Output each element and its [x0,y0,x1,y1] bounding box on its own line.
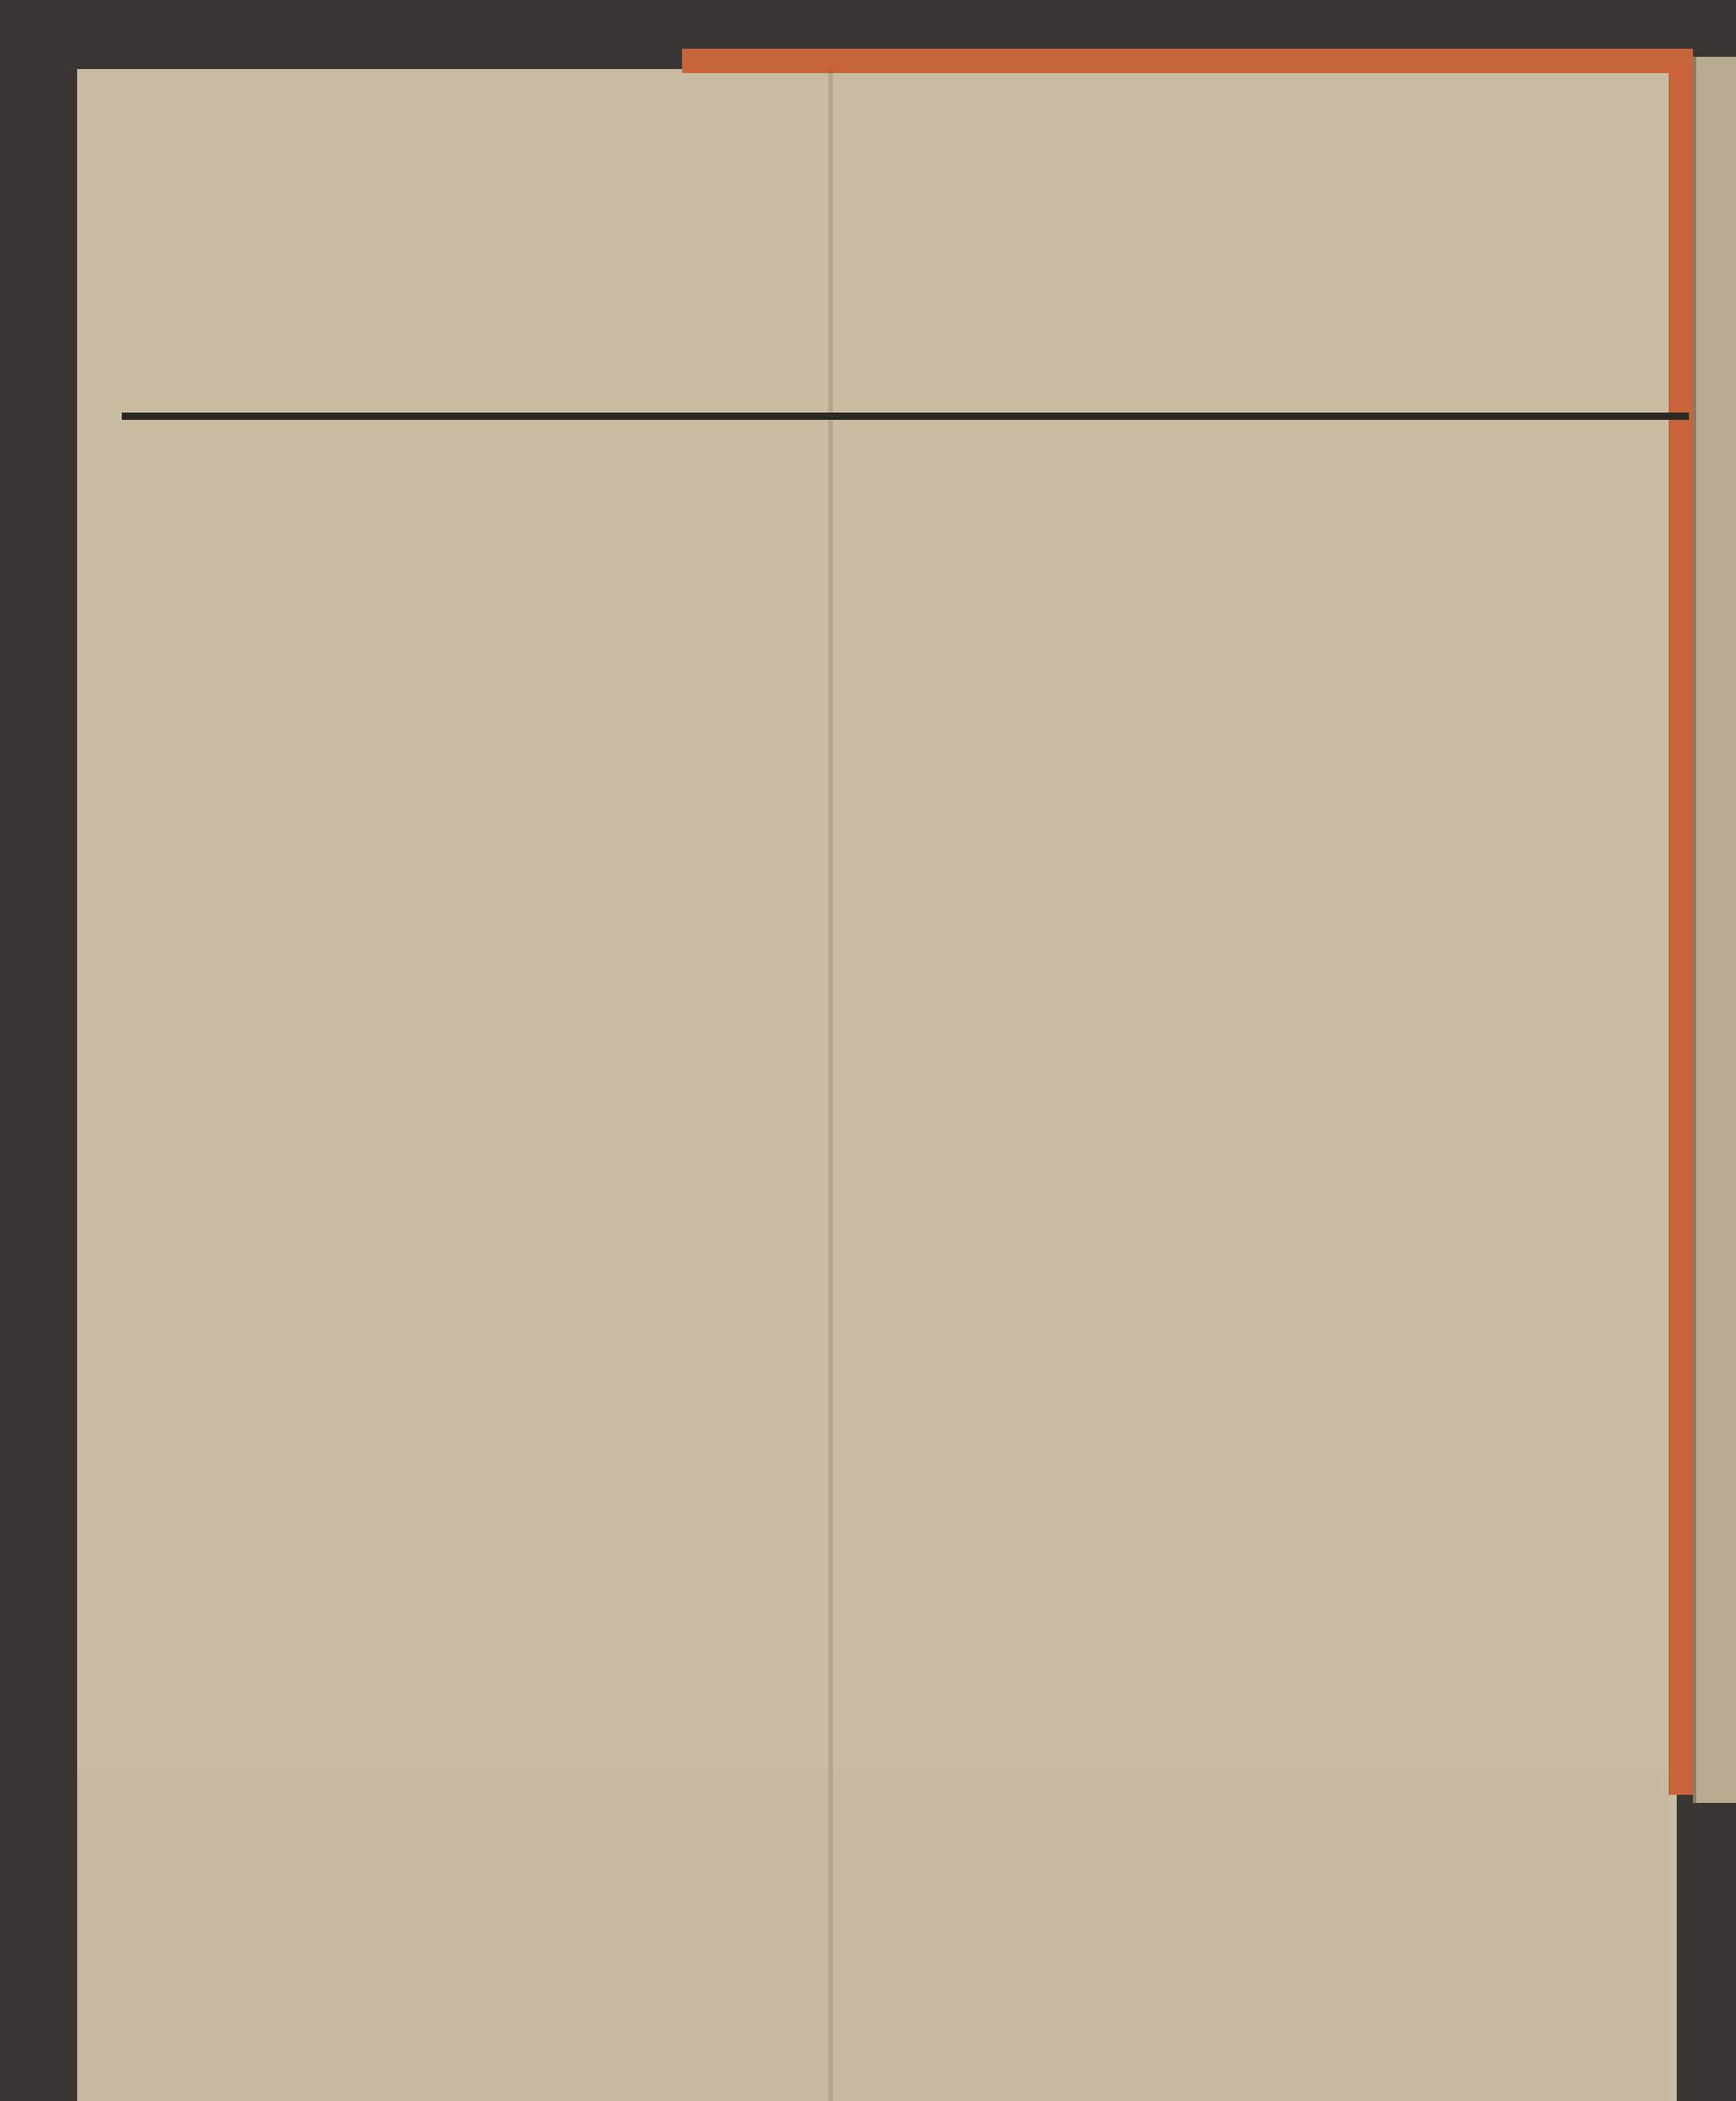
facing-page [1693,57,1736,1803]
title-rule [122,413,1689,420]
page-crease [828,69,833,2101]
page-edge-right [1669,49,1693,1795]
folded-sheet [77,1770,1669,2101]
